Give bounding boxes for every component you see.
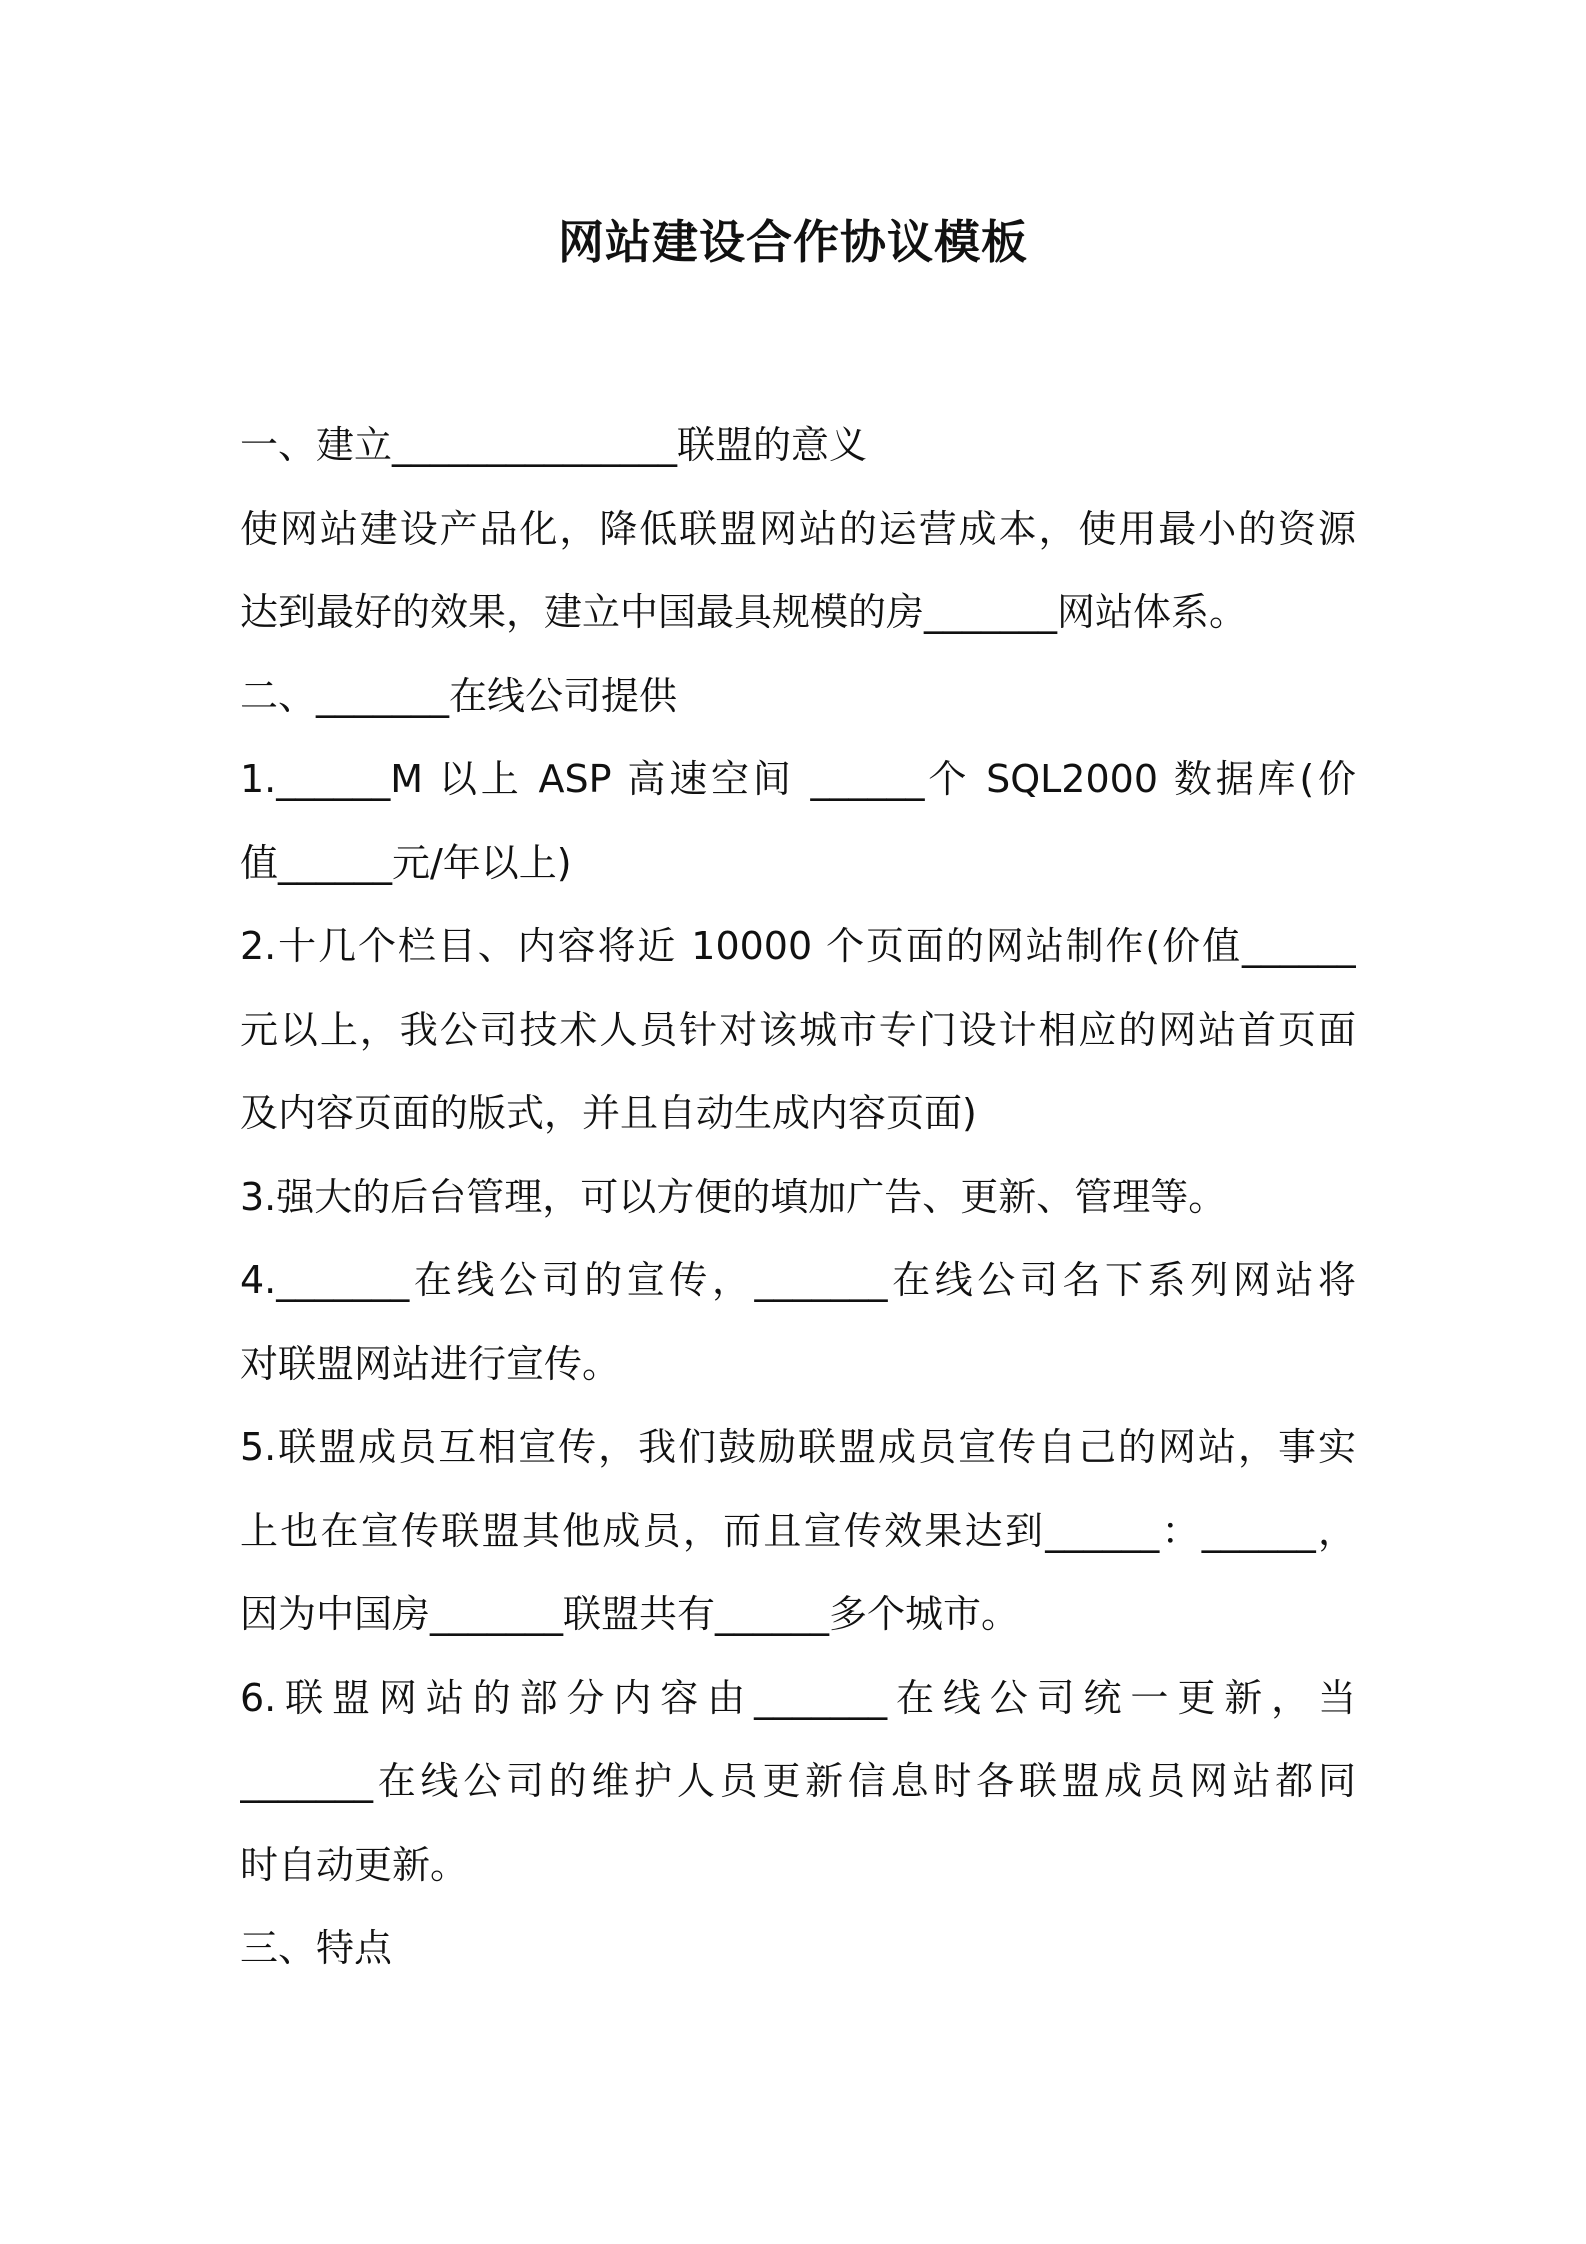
section-heading-2: 二、_______在线公司提供 [240, 673, 678, 718]
paragraph-line: 达到最好的效果，建立中国最具规模的房_______网站体系。 [240, 590, 1248, 634]
list-item-line: 对联盟网站进行宣传。 [240, 1341, 621, 1386]
list-item-line: 因为中国房_______联盟共有______多个城市。 [240, 1592, 1020, 1636]
list-item-line: 时自动更新。 [240, 1842, 469, 1887]
list-item-line: _______在线公司的维护人员更新信息时各联盟成员网站都同 [240, 1759, 1356, 1803]
section-heading-1: 一、建立_______________联盟的意义 [240, 423, 868, 467]
list-item-line: 值______元/年以上) [240, 840, 572, 885]
list-item-line: 3.强大的后台管理，可以方便的填加广告、更新、管理等。 [240, 1174, 1227, 1219]
list-item-line: 元以上，我公司技术人员针对该城市专门设计相应的网站首页面 [240, 1007, 1356, 1052]
list-item-line: 上也在宣传联盟其他成员，而且宣传效果达到______：______， [240, 1508, 1356, 1553]
list-item-line: 6.联盟网站的部分内容由_______在线公司统一更新，当 [240, 1675, 1356, 1720]
document-title: 网站建设合作协议模板 [558, 215, 1028, 269]
list-item-line: 2.十几个栏目、内容将近 10000 个页面的网站制作(价值______ [240, 924, 1356, 968]
section-heading-3: 三、特点 [240, 1926, 393, 1970]
list-item-line: 及内容页面的版式，并且自动生成内容页面) [240, 1091, 977, 1135]
paragraph-line: 使网站建设产品化，降低联盟网站的运营成本，使用最小的资源 [240, 506, 1356, 551]
list-item-line: 5.联盟成员互相宣传，我们鼓励联盟成员宣传自己的网站，事实 [240, 1425, 1356, 1469]
list-item-line: 1.______M 以上 ASP 高速空间 ______个 SQL2000 数据库(价 [240, 757, 1356, 801]
list-item-line: 4._______在线公司的宣传，_______在线公司名下系列网站将 [240, 1258, 1356, 1302]
document-body [240, 404, 1356, 1991]
